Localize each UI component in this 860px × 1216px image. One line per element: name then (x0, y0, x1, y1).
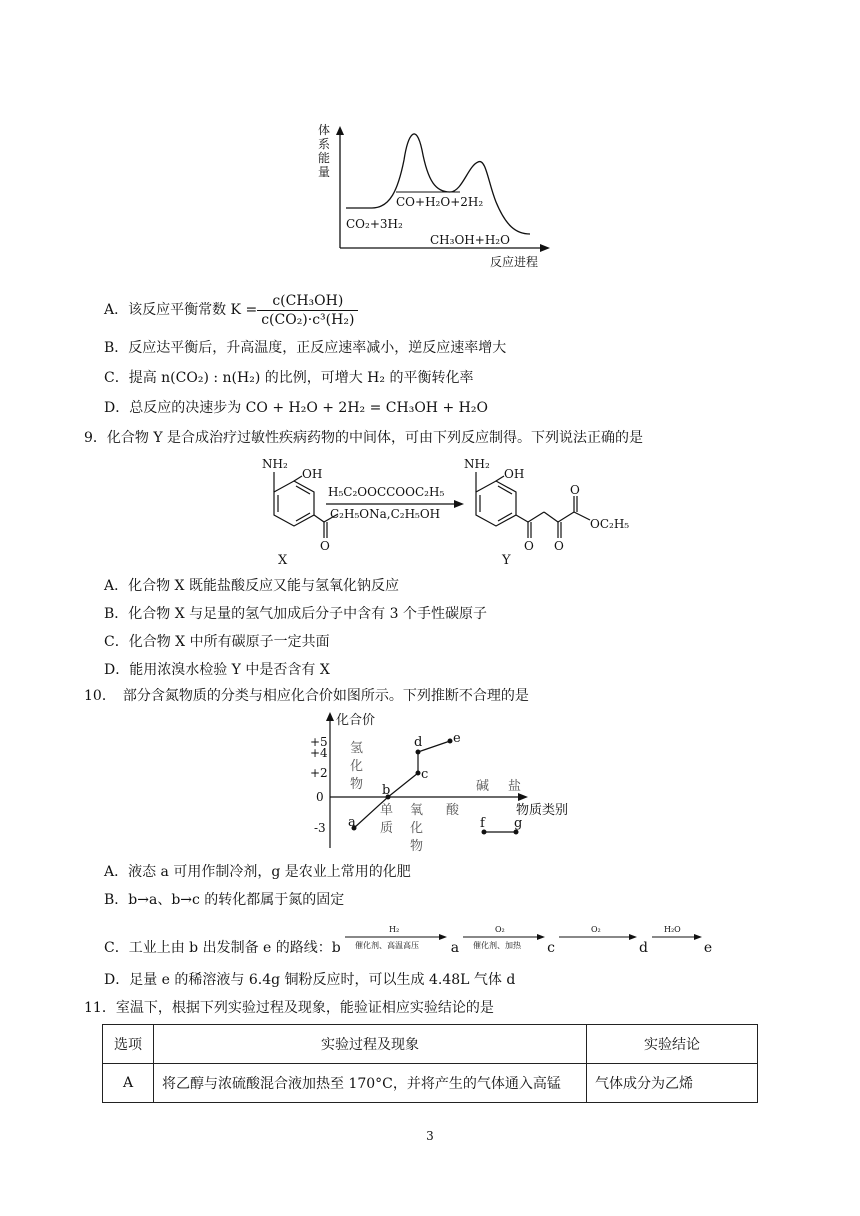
valence-y-arrow (326, 712, 334, 721)
category-axis-label: 物质类别 (516, 803, 569, 818)
cat-hydride-2: 化 (350, 759, 364, 774)
compound-x-label: X (278, 553, 288, 567)
compound-y-label: Y (502, 553, 511, 567)
y-nh2-label: NH₂ (464, 457, 490, 471)
cat-hydride-3: 物 (350, 777, 364, 792)
cat-oxide-1: 氧 (410, 803, 424, 818)
label-intermediate: CO+H₂O+2H₂ (396, 195, 484, 209)
y-o2-label: O (554, 539, 564, 553)
energy-xlabel: 反应进程 (490, 255, 539, 269)
route-top-2: O₂ (495, 925, 505, 934)
route-node-a: a (450, 940, 460, 956)
y-oet-label: OC₂H₅ (590, 517, 630, 531)
route-node-c: c (547, 940, 555, 956)
point-d (416, 750, 421, 755)
x-o-label: O (320, 539, 330, 553)
q10-option-b: B．b→a、b→c 的转化都属于氮的固定 (104, 892, 345, 908)
cat-oxide-3: 物 (410, 839, 424, 854)
q10-option-a: A．液态 a 可用作制冷剂，g 是农业上常用的化肥 (104, 864, 411, 880)
y-o3-label: O (570, 483, 580, 497)
energy-ylabel-2: 系 (318, 137, 331, 151)
route-bottom-2: 催化剂、加热 (473, 941, 522, 950)
route-node-b: b (331, 940, 341, 956)
row-a-conclusion: 气体成分为乙烯 (587, 1064, 758, 1103)
cat-element-2: 质 (380, 821, 394, 836)
route-top-1: H₂ (388, 925, 399, 934)
label-g: g (514, 816, 523, 831)
valence-x-arrow (518, 793, 528, 801)
label-b: b (382, 783, 391, 798)
row-a-process: 将乙醇与浓硫酸混合液加热至 170°C，并将产生的气体通入高锰 (154, 1064, 587, 1103)
tick-zero: 0 (316, 790, 324, 804)
route-top-3: O₂ (590, 925, 601, 934)
label-d: d (414, 735, 423, 750)
q8-option-a (104, 290, 358, 330)
table-header-row (103, 1025, 758, 1064)
energy-ylabel-4: 量 (318, 165, 331, 179)
label-f: f (480, 816, 485, 831)
label-products: CH₃OH+H₂O (430, 233, 510, 247)
route-arrow-4 (648, 922, 704, 958)
header-option: 选项 (103, 1025, 154, 1064)
fraction-numerator: c(CH₃OH) (257, 292, 358, 311)
y-oh-label: OH (504, 467, 525, 481)
route-arrow-1 (341, 922, 451, 958)
label-c: c (421, 767, 429, 782)
label-reactants: CO₂+3H₂ (346, 217, 403, 231)
line-b-c (388, 773, 418, 797)
q11-table (102, 1024, 758, 1103)
energy-ylabel-3: 能 (318, 151, 331, 165)
route-top-4: H₂O (663, 925, 681, 934)
q9-option-c: C．化合物 X 中所有碳原子一定共面 (104, 634, 330, 650)
route-node-d: d (638, 940, 648, 956)
energy-ylabel-1: 体 (318, 123, 331, 137)
tick-plus2: +2 (310, 766, 328, 780)
label-a: a (348, 815, 356, 830)
route-node-e: e (703, 940, 713, 956)
energy-diagram (310, 120, 560, 270)
q8-option-a-prefix: A．该反应平衡常数 K = (104, 302, 258, 318)
q10-option-d: D．足量 e 的稀溶液与 6.4g 铜粉反应时，可以生成 4.48L 气体 d (104, 972, 516, 988)
q10-option-c-prefix: C．工业上由 b 出发制备 e 的路线： (104, 940, 332, 956)
x-nh2-label: NH₂ (262, 457, 288, 471)
row-a-option: A (103, 1064, 154, 1103)
cat-oxide-2: 化 (410, 821, 424, 836)
route-arrow-3 (555, 922, 639, 958)
header-process: 实验过程及现象 (154, 1025, 587, 1064)
compound-x-structure (274, 472, 338, 538)
q9-option-b: B．化合物 X 与足量的氢气加成后分子中含有 3 个手性碳原子 (104, 606, 487, 622)
energy-y-arrow (336, 126, 344, 135)
label-e: e (453, 731, 461, 746)
q8-option-b: B．反应达平衡后，升高温度，正反应速率减小，逆反应速率增大 (104, 340, 507, 356)
q9-reaction-scheme (240, 452, 640, 567)
x-oh-label: OH (302, 467, 323, 481)
q8-option-d: D．总反应的决速步为 CO + H₂O + 2H₂ = CH₃OH + H₂O (104, 400, 488, 416)
cat-salt: 盐 (508, 779, 522, 794)
q11-stem: 11．室温下，根据下列实验过程及现象，能验证相应实验结论的是 (84, 1000, 494, 1016)
valence-axis-label: 化合价 (336, 713, 376, 728)
reagent-top: H₅C₂OOCCOOC₂H₅ (328, 485, 445, 499)
reaction-arrowhead (454, 500, 464, 508)
line-d-e (418, 741, 450, 752)
energy-x-arrow (540, 244, 550, 252)
q10-stem: 10． 部分含氮物质的分类与相应化合价如图所示。下列推断不合理的是 (84, 688, 529, 704)
tick-plus5: +5 (310, 735, 328, 749)
equilibrium-constant-fraction (257, 292, 358, 329)
compound-y-structure (476, 472, 590, 538)
tick-minus3: -3 (314, 821, 326, 835)
q9-stem: 9．化合物 Y 是合成治疗过敏性疾病药物的中间体，可由下列反应制得。下列说法正确的是 (84, 430, 644, 446)
y-o1-label: O (524, 539, 534, 553)
header-conclusion: 实验结论 (587, 1025, 758, 1064)
fraction-denominator: c(CO₂)·c³(H₂) (261, 311, 355, 328)
cat-acid: 酸 (446, 803, 460, 818)
q10-option-c (104, 918, 712, 958)
route-bottom-1: 催化剂、高温高压 (354, 941, 419, 950)
cat-hydride-1: 氢 (350, 741, 364, 756)
table-row (103, 1064, 758, 1103)
page-number: 3 (426, 1129, 434, 1143)
route-arrow-2 (459, 922, 547, 958)
nitrogen-valence-diagram (300, 706, 600, 854)
reagent-bottom: C₂H₅ONa,C₂H₅OH (330, 507, 441, 521)
tick-plus4: +4 (310, 746, 328, 760)
point-c (416, 771, 421, 776)
point-e (448, 739, 453, 744)
q8-option-c: C．提高 n(CO₂) : n(H₂) 的比例，可增大 H₂ 的平衡转化率 (104, 370, 474, 386)
q9-option-d: D．能用浓溴水检验 Y 中是否含有 X (104, 662, 330, 678)
cat-base: 碱 (476, 779, 490, 794)
cat-element-1: 单 (380, 803, 394, 818)
q9-option-a: A．化合物 X 既能盐酸反应又能与氢氧化钠反应 (104, 578, 399, 594)
